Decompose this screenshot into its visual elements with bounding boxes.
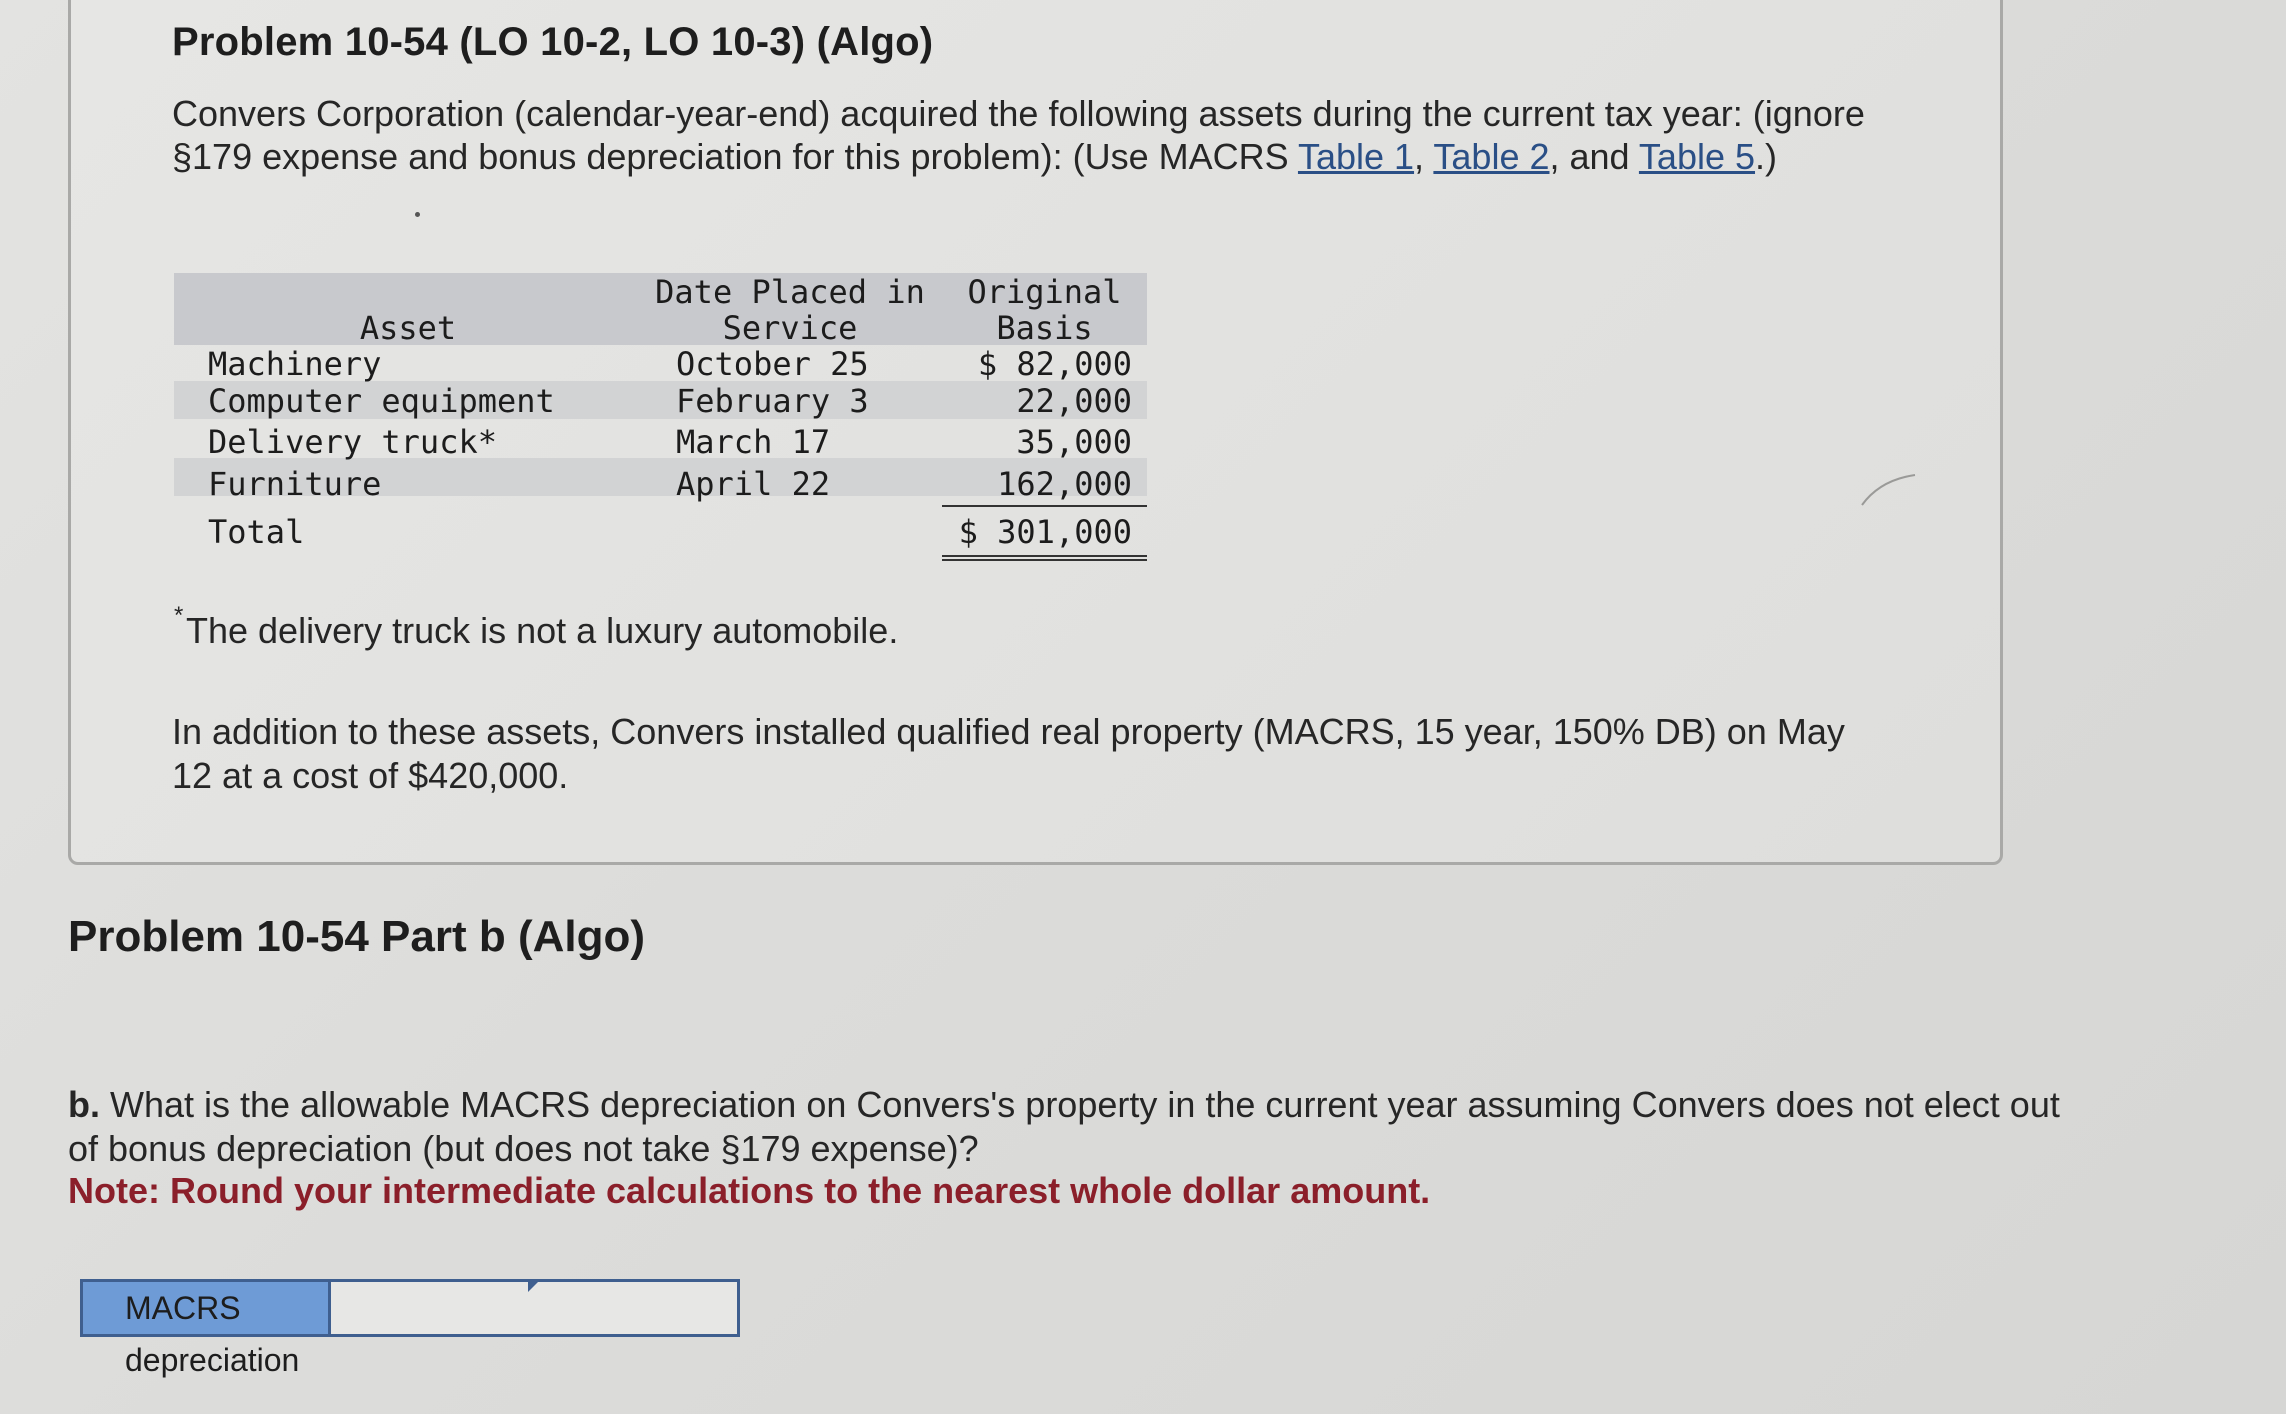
row-date: March 17 bbox=[676, 423, 831, 461]
stray-dot bbox=[415, 212, 420, 217]
row-basis: $ 82,000 bbox=[977, 345, 1132, 383]
row-basis: 35,000 bbox=[1016, 423, 1132, 461]
footnote-text: The delivery truck is not a luxury automobile. bbox=[186, 610, 899, 651]
pen-scribble-icon bbox=[1860, 470, 1920, 510]
row-asset: Delivery truck* bbox=[208, 423, 497, 461]
row-date: February 3 bbox=[676, 382, 869, 420]
row-basis: 162,000 bbox=[997, 465, 1132, 503]
subtotal-rule bbox=[942, 505, 1147, 507]
problem-title: Problem 10-54 (LO 10-2, LO 10-3) (Algo) bbox=[172, 20, 934, 64]
header-date-line1: Date Placed in bbox=[655, 273, 925, 311]
total-basis: $ 301,000 bbox=[958, 513, 1132, 551]
intro-end: .) bbox=[1755, 136, 1778, 177]
row-asset: Computer equipment bbox=[208, 382, 555, 420]
question-text: What is the allowable MACRS depreciation on Convers's property in the current year assuming Convers does not elect out of bonus depreciation (but does not take §179 expense)? bbox=[68, 1084, 2060, 1169]
row-date: October 25 bbox=[676, 345, 869, 383]
macrs-depreciation-label: MACRS depreciation bbox=[83, 1282, 331, 1334]
input-corner-marker-icon bbox=[528, 1282, 538, 1292]
header-basis-line2: Basis bbox=[996, 309, 1093, 347]
row-date: April 22 bbox=[676, 465, 831, 503]
answer-row bbox=[80, 1279, 740, 1378]
row-asset: Machinery bbox=[208, 345, 382, 383]
link-table-5[interactable]: Table 5 bbox=[1638, 136, 1756, 177]
link-table-2[interactable]: Table 2 bbox=[1433, 136, 1550, 177]
total-double-rule-2 bbox=[942, 559, 1147, 561]
intro-separator-2: , and bbox=[1549, 136, 1639, 177]
header-basis-line1: Original bbox=[967, 273, 1122, 311]
rounding-note: Note: Round your intermediate calculations to the nearest whole dollar amount. bbox=[68, 1170, 1431, 1211]
footnote-star: * bbox=[174, 602, 184, 629]
header-asset: Asset bbox=[359, 309, 457, 347]
question bbox=[68, 1083, 2068, 1171]
total-label: Total bbox=[208, 513, 305, 551]
intro-text: Convers Corporation (calendar-year-end) acquired the following assets during the current tax year: (ignore §179 expense and bonus depreciation for this problem): (Use MACRS bbox=[172, 93, 1865, 177]
additional-property-text: In addition to these assets, Convers installed qualified real property (MACRS, 15 year, 150% DB) on May 12 at a cost of $420,000. bbox=[172, 711, 1845, 796]
part-title: Problem 10-54 Part b (Algo) bbox=[68, 912, 646, 961]
link-table-1[interactable]: Table 1 bbox=[1297, 136, 1415, 177]
footnote bbox=[172, 602, 899, 652]
row-basis: 22,000 bbox=[1016, 382, 1132, 420]
row-asset: Furniture bbox=[208, 465, 382, 503]
header-date-line2: Service bbox=[722, 309, 858, 347]
intro-separator-1: , bbox=[1414, 136, 1434, 177]
total-double-rule-1 bbox=[942, 555, 1147, 557]
question-prefix: b. bbox=[68, 1084, 100, 1125]
problem-intro bbox=[172, 92, 1872, 178]
